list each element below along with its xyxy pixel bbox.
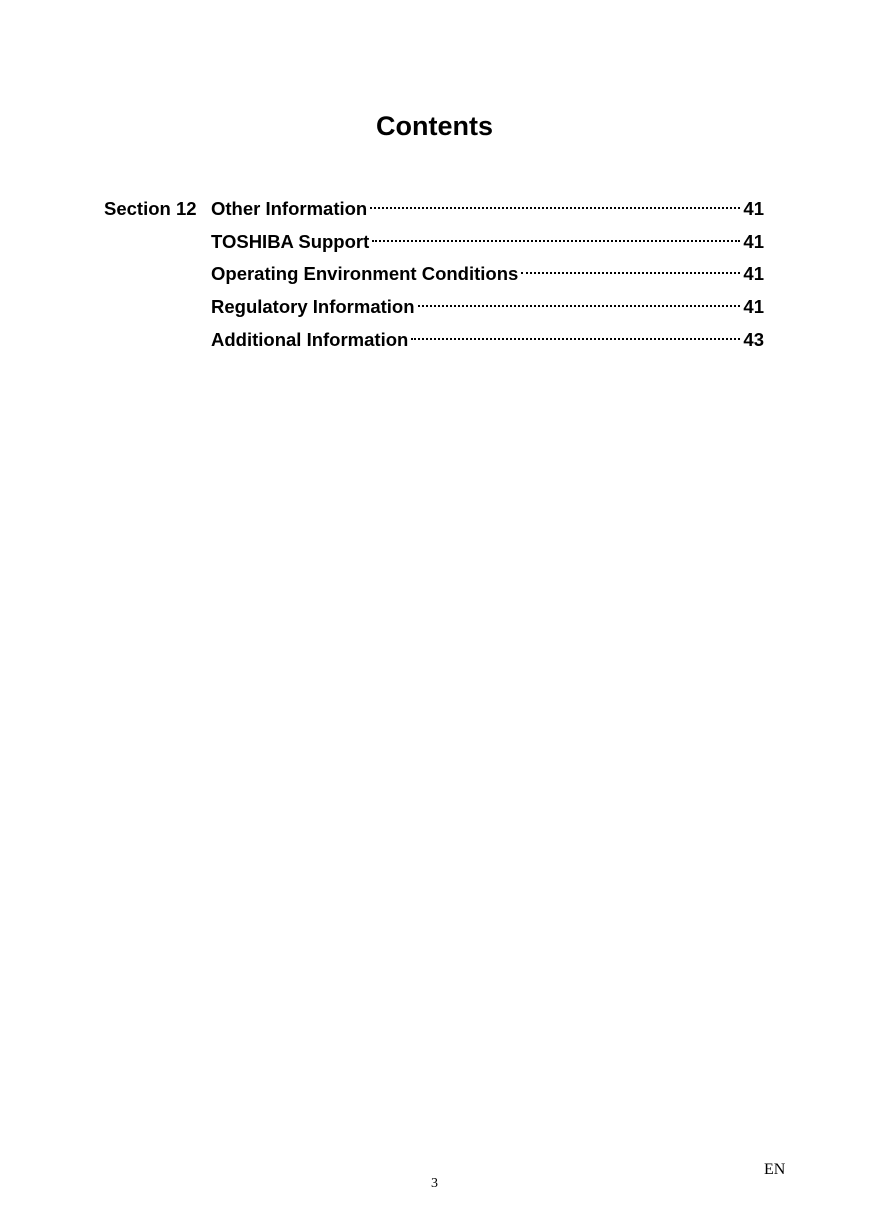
language-code: EN [764,1161,786,1178]
toc-entry-section-12[interactable] [104,189,764,219]
toc-entry-title: Regulatory Information [211,296,415,317]
dot-leader [521,254,740,280]
toc-entry-additional-information[interactable] [211,320,764,350]
dot-leader [372,222,740,248]
toc-page-number: 41 [743,296,764,317]
page-number: 3 [431,1176,438,1191]
toc-entry-title: Additional Information [211,329,409,350]
toc-entry-title: Operating Environment Conditions [211,263,519,284]
toc-entry-regulatory-information[interactable] [211,287,764,317]
section-number: Section 12 [104,198,197,219]
dot-leader [411,320,740,346]
toc-entry-title: TOSHIBA Support [211,231,370,252]
toc-page-number: 41 [743,263,764,284]
toc-entry-operating-environment[interactable] [211,254,764,284]
toc-entry-toshiba-support[interactable] [211,222,764,252]
toc-page-number: 41 [743,231,764,252]
toc-entry-title: Other Information [211,198,368,219]
toc-page-number: 41 [743,198,764,219]
toc-page-number: 43 [743,329,764,350]
page-title: Contents [376,111,493,142]
dot-leader [418,287,741,313]
dot-leader [370,189,740,215]
